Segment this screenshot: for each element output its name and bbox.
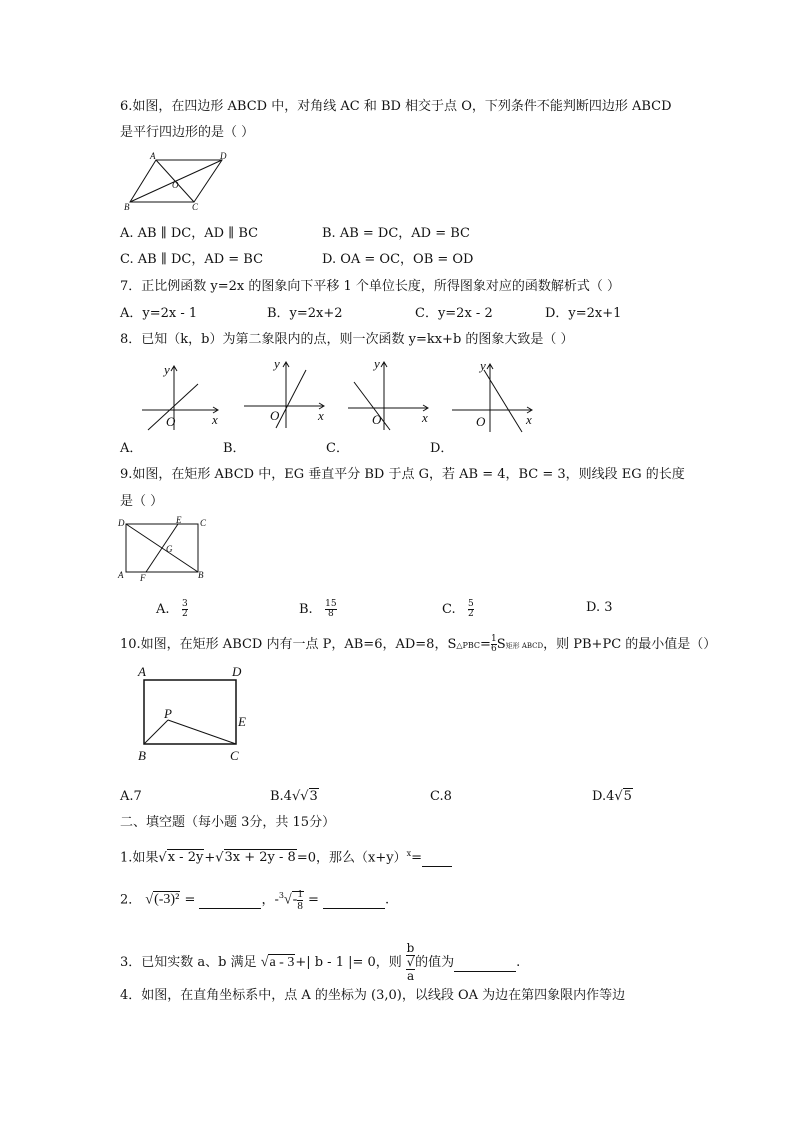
q7-option-b: B．y=2x+2: [267, 306, 343, 321]
q9-label-g: G: [166, 544, 173, 554]
q10-label-b: B: [138, 748, 146, 763]
q6-option-b: B. AB = DC，AD = BC: [322, 226, 470, 241]
svg-text:x: x: [318, 408, 324, 423]
q10-label-p: P: [164, 706, 172, 721]
q6-option-d: D. OA = OC，OB = OD: [322, 252, 474, 267]
svg-text:O: O: [270, 408, 280, 423]
q9-label-a: A: [118, 570, 124, 580]
q8-graph-a: [138, 360, 228, 432]
q10-option-c: C.8: [430, 789, 452, 804]
q9-option-a: A. $\frac{3}{2}$: [156, 599, 188, 619]
fill-question-2: 2． √(-3)² = ，-$^3$√- $\frac{1}{8}$ = .: [120, 887, 390, 912]
q6-label-o: O: [172, 180, 179, 190]
q9-label-b: B: [198, 570, 204, 580]
q6-label-a: A: [150, 151, 156, 161]
fill-3-answer-blank[interactable]: [454, 955, 516, 972]
q10-rectangle-figure: [132, 660, 256, 766]
q8-graph-c: [344, 356, 436, 432]
q10-label-e: E: [238, 714, 246, 729]
q8-stem: 8．已知（k，b）为第二象限内的点，则一次函数 y=kx+b 的图象大致是（ ）: [120, 332, 574, 347]
q9-rectangle-figure: [116, 514, 210, 586]
q7-option-a: A．y=2x - 1: [120, 306, 198, 321]
svg-text:y: y: [274, 356, 280, 371]
svg-text:O: O: [476, 414, 486, 429]
q10-label-a: A: [138, 664, 146, 679]
fill-question-4: 4．如图，在直角坐标系中，点 A 的坐标为 (3,0)，以线段 OA 为边在第四象限内作等边: [120, 988, 626, 1003]
q8-option-a: A．: [120, 441, 143, 456]
fill-question-3: 3．已知实数 a、b 满足 √a - 3+| b - 1 |= 0，则 b √ a 的值为 .: [120, 941, 521, 983]
q9-stem-line2: 是（ ）: [120, 494, 164, 509]
fill-2b-answer-blank[interactable]: [323, 892, 385, 909]
svg-text:x: x: [212, 412, 218, 427]
q9-label-c: C: [200, 518, 207, 528]
q9-label-f: F: [140, 573, 146, 583]
fill-question-1: 1.如果√x - 2y+√3x + 2y - 8=0，那么$(x+y)^x=$: [120, 846, 452, 867]
q8-graph-d: [448, 358, 540, 434]
q9-stem-line1: 9.如图，在矩形 ABCD 中，EG 垂直平分 BD 于点 G，若 AB = 4，BC = 3，则线段 EG 的长度: [120, 467, 685, 482]
q9-label-d: D: [118, 518, 125, 528]
svg-text:x: x: [526, 412, 532, 427]
svg-text:O: O: [372, 412, 382, 427]
q6-label-d: D: [220, 151, 227, 161]
q10-stem: 10.如图，在矩形 ABCD 内有一点 P，AB=6，AD=8，S△PBC= $\frac{1}{6}$ S矩形 ABCD，则 PB+PC 的最小值是（）: [120, 634, 717, 654]
q6-stem-line1: 6.如图，在四边形 ABCD 中，对角线 AC 和 BD 相交于点 O，下列条件不能判断四边形 ABCD: [120, 99, 672, 114]
q6-stem-line2: 是平行四边形的是（ ）: [120, 125, 255, 140]
q6-label-c: C: [192, 202, 199, 212]
q9-option-b: B. $\frac{15}{8}$: [299, 599, 337, 619]
q6-option-c: C. AB ∥ DC，AD = BC: [120, 252, 264, 267]
section-two-heading: 二、填空题（每小题 3分，共 15分）: [120, 815, 336, 830]
q8-option-d: D．: [430, 441, 454, 456]
q7-option-c: C．y=2x - 2: [415, 306, 493, 321]
q10-label-d: D: [232, 664, 242, 679]
q8-option-c: C．: [326, 441, 349, 456]
q8-graph-b: [240, 356, 330, 430]
svg-text:y: y: [374, 356, 380, 371]
svg-text:y: y: [164, 362, 170, 377]
fill-2a-answer-blank[interactable]: [199, 892, 261, 909]
q10-label-c: C: [230, 748, 239, 763]
q6-label-b: B: [124, 202, 130, 212]
q8-option-b: B．: [223, 441, 246, 456]
q9-label-e: E: [176, 515, 182, 525]
q9-option-d: D. 3: [586, 600, 613, 615]
svg-text:x: x: [422, 410, 428, 425]
q6-parallelogram-figure: [122, 150, 232, 212]
q10-option-a: A.7: [120, 789, 142, 804]
svg-text:y: y: [480, 358, 486, 373]
q10-option-b: B.4√√3: [270, 789, 318, 804]
q9-option-c: C. $\frac{5}{2}$: [442, 599, 474, 619]
q7-stem: 7．正比例函数 y=2x 的图象向下平移 1 个单位长度，所得图象对应的函数解析式（ ）: [120, 279, 621, 294]
svg-text:O: O: [166, 414, 176, 429]
fill-1-answer-blank[interactable]: [422, 850, 452, 867]
q7-option-d: D．y=2x+1: [545, 306, 622, 321]
q10-option-d: D.4√5: [592, 789, 632, 804]
q6-option-a: A. AB ∥ DC，AD ∥ BC: [120, 226, 259, 241]
